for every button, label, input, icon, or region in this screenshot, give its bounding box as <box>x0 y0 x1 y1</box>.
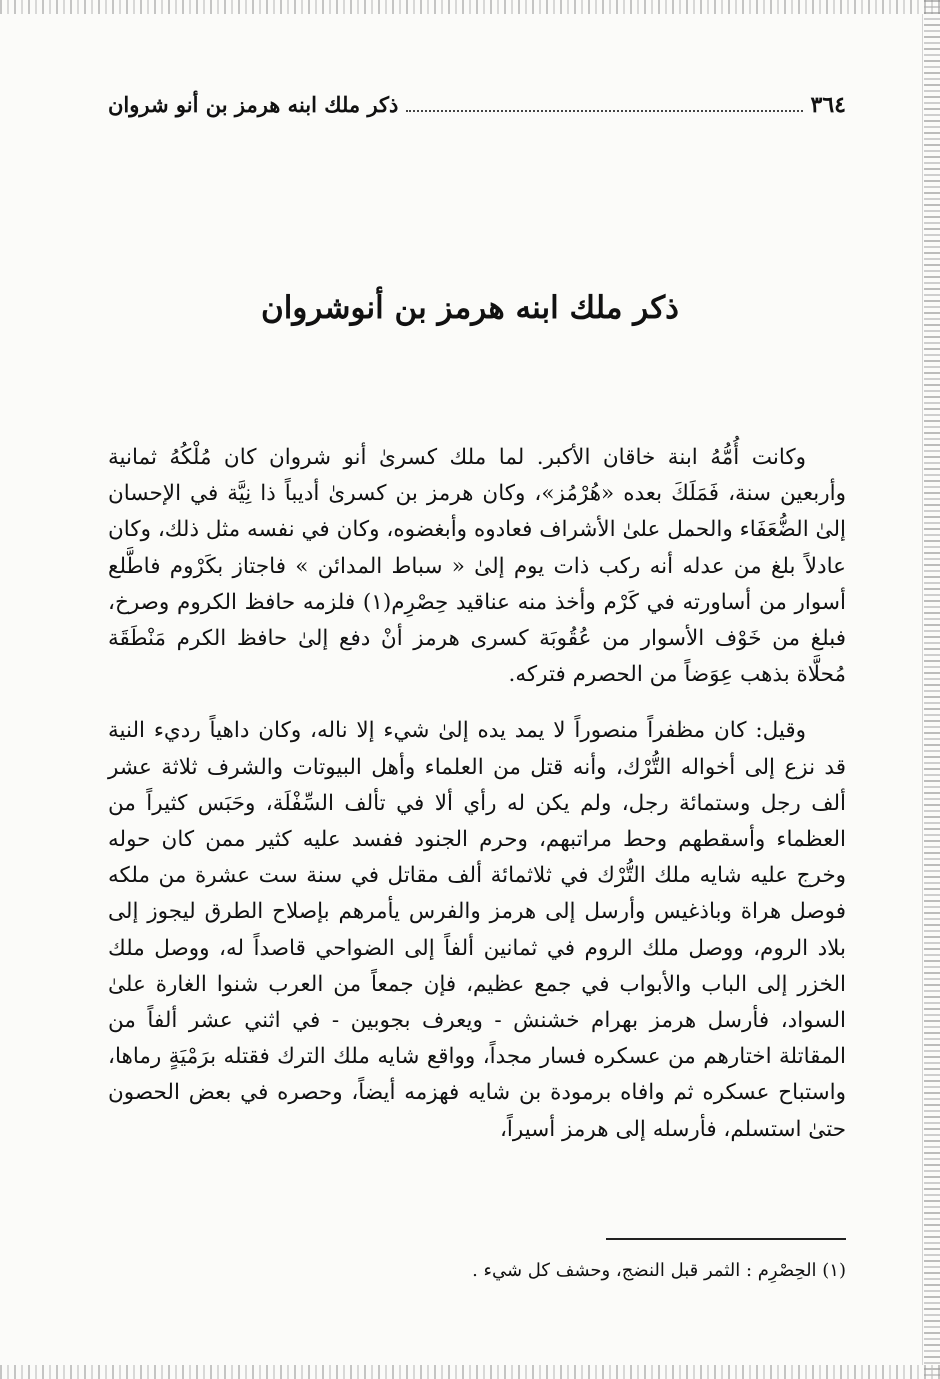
decorative-border-top <box>0 0 940 14</box>
decorative-border-bottom <box>0 1365 940 1379</box>
paragraph: وكانت أُمُّهُ ابنة خاقان الأكبر. لما ملك كسرىٰ أنو شروان كان مُلْكُهُ ثمانية وأربعين سنة، فَمَلَكَ بعده «هُرْمُز»، وكان هرمز بن كسرىٰ أديباً ذا نِيَّة في الإحسان إلىٰ الضُّعَفَاء والحمل علىٰ الأشراف فعادوه وأبغضوه، وكان في نفسه مثل ذلك، وكان عادلاً بلغ من عدله أنه ركب ذات يوم إلىٰ « سباط المدائن » فاجتاز بكَرْوم فاطَّلع أسوار من أساورته في كَرْم وأخذ منه عناقيد حِصْرِم(١) فلزمه حافظ الكروم وصرخ، فبلغ من خَوْف الأسوار من عُقُوبَة كسرى هرمز أنْ دفع إلىٰ حافظ الكرم مَنْطَقَة مُحلَّاة بذهب عِوَضاً من الحصرم فتركه. <box>108 445 847 688</box>
paragraph: وقيل: كان مظفراً منصوراً لا يمد يده إلىٰ شيء إلا ناله، وكان داهياً رديء النية قد نزع إلى أخواله التُّرْك، وأنه قتل من العلماء وأهل البيوتات والشرف ثلاثة عشر ألف رجل وستمائة رجل، ولم يكن له رأي ألا في تألف السِّفْلَة، وحَبَس كثيراً من العظماء وأسقطهم وحط مراتبهم، وحرم الجنود ففسد عليه كثير ممن كان حوله وخرج عليه شايه ملك التُّرْك في ثلاثمائة ألف مقاتل في سنة ست عشرة من ملكه فوصل هراة وباذغيس وأرسل إلى هرمز والفرس يأمرهم بإصلاح الطرق ليجوز إلى بلاد الروم، ووصل ملك الروم في ثمانين ألفاً إلى الضواحي قاصداً له، ووصل ملك الخزر إلى الباب والأبواب في جمع عظيم، فإن جمعاً من العرب شنوا الغارة علىٰ السواد، فأرسل هرمز بهرام خشنش - ويعرف بجوبين - في اثني عشر ألفاً من المقاتلة اختارهم من عسكره فسار مجداً، وواقع شايه ملك الترك فقتله برَمْيَةٍ رماها، واستباح عسكره ثم وافاه برمودة بن شايه فهزمه أيضاً، وحصره في بعض الحصون حتىٰ استسلم، فأرسله إلى هرمز أسيراً، <box>108 718 846 1142</box>
chapter-title: ذكر ملك ابنه هرمز بن أنوشروان <box>261 290 679 326</box>
running-header <box>108 92 846 122</box>
footnote: (١) الحِصْرِم : الثمر قبل النضج، وحشف كل شيء . <box>472 1260 846 1281</box>
footnote-separator <box>606 1238 846 1240</box>
dotted-leader <box>406 94 802 112</box>
running-header-title: ذكر ملك ابنه هرمز بن أنو شروان <box>108 92 399 117</box>
body-text <box>108 440 846 1148</box>
decorative-border-right <box>924 0 940 1379</box>
page-number: ٣٦٤ <box>810 92 846 118</box>
border-rule <box>922 14 923 1365</box>
